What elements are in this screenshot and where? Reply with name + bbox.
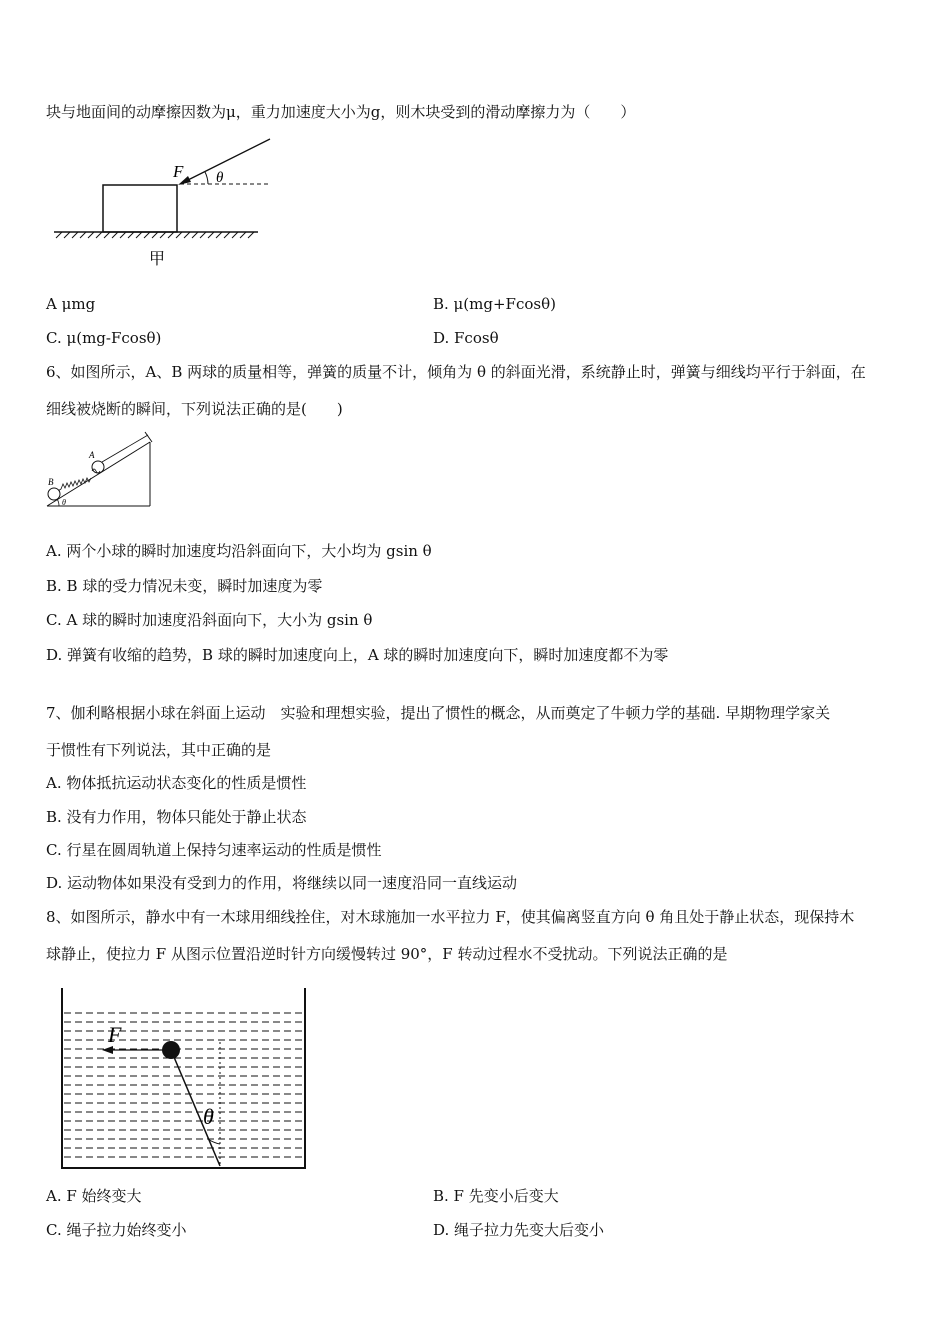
q6-figure-incline-spring <box>44 428 156 510</box>
q8-option-b: B. F 先变小后变大 <box>433 1187 559 1205</box>
q7-option-a: A. 物体抵抗运动状态变化的性质是惯性 <box>46 774 307 792</box>
q8-figure-water-tank <box>58 984 310 1172</box>
q7-option-c: C. 行星在圆周轨道上保持匀速率运动的性质是惯性 <box>46 841 382 859</box>
q6-option-a: A. 两个小球的瞬时加速度均沿斜面向下，大小均为 gsin θ <box>46 542 432 560</box>
q5-option-d: D. Fcosθ <box>433 329 499 347</box>
q8-option-c: C. 绳子拉力始终变小 <box>46 1221 187 1239</box>
q5-option-c: C. μ(mg-Fcosθ) <box>46 329 162 347</box>
q6-option-b: B. B 球的受力情况未变，瞬时加速度为零 <box>46 577 323 595</box>
q5-figure-block-on-ground <box>46 132 286 272</box>
q5-stem: 块与地面间的动摩擦因数为μ，重力加速度大小为g，则木块受到的滑动摩擦力为（ ） <box>46 103 636 121</box>
q6-option-d: D. 弹簧有收缩的趋势，B 球的瞬时加速度向上，A 球的瞬时加速度向下，瞬时加速度都不为零 <box>46 646 669 664</box>
q6-ball-b-label: B <box>48 477 54 487</box>
q6-stem-line1: 6、如图所示，A、B 两球的质量相等，弹簧的质量不计，倾角为 θ 的斜面光滑，系统静止时，弹簧与细线均平行于斜面，在 <box>46 363 866 381</box>
q8-stem-line2: 球静止，使拉力 F 从图示位置沿逆时针方向缓慢转过 90°，F 转动过程水不受扰动。下列说法正确的是 <box>46 945 728 963</box>
q5-option-a: A μmg <box>46 295 96 313</box>
q8-stem-line1: 8、如图所示，静水中有一木球用细线拴住，对木球施加一水平拉力 F，使其偏离竖直方向 θ 角且处于静止状态，现保持木 <box>46 908 855 926</box>
q5-angle-label: θ <box>216 170 224 186</box>
q5-force-label: F <box>173 162 184 181</box>
q8-option-d: D. 绳子拉力先变大后变小 <box>433 1221 605 1239</box>
q7-option-b: B. 没有力作用，物体只能处于静止状态 <box>46 808 307 826</box>
q6-ball-a-label: A <box>89 450 95 460</box>
q6-angle-label: θ <box>62 498 66 507</box>
q8-option-a: A. F 始终变大 <box>46 1187 142 1205</box>
q8-force-label: F <box>108 1022 122 1047</box>
q8-angle-label: θ <box>203 1104 214 1129</box>
q7-option-d: D. 运动物体如果没有受到力的作用，将继续以同一速度沿同一直线运动 <box>46 874 518 892</box>
q5-figure-caption: 甲 <box>149 251 166 268</box>
q5-option-b: B. μ(mg+Fcosθ) <box>433 295 556 313</box>
q7-stem-line2: 于惯性有下列说法，其中正确的是 <box>46 741 272 759</box>
q7-stem-line1: 7、伽利略根据小球在斜面上运动 实验和理想实验，提出了惯性的概念，从而奠定了牛顿力学的基础. 早期物理学家关 <box>46 704 831 722</box>
q6-stem-line2: 细线被烧断的瞬间，下列说法正确的是( ) <box>46 400 343 418</box>
q6-option-c: C. A 球的瞬时加速度沿斜面向下，大小为 gsin θ <box>46 611 373 629</box>
